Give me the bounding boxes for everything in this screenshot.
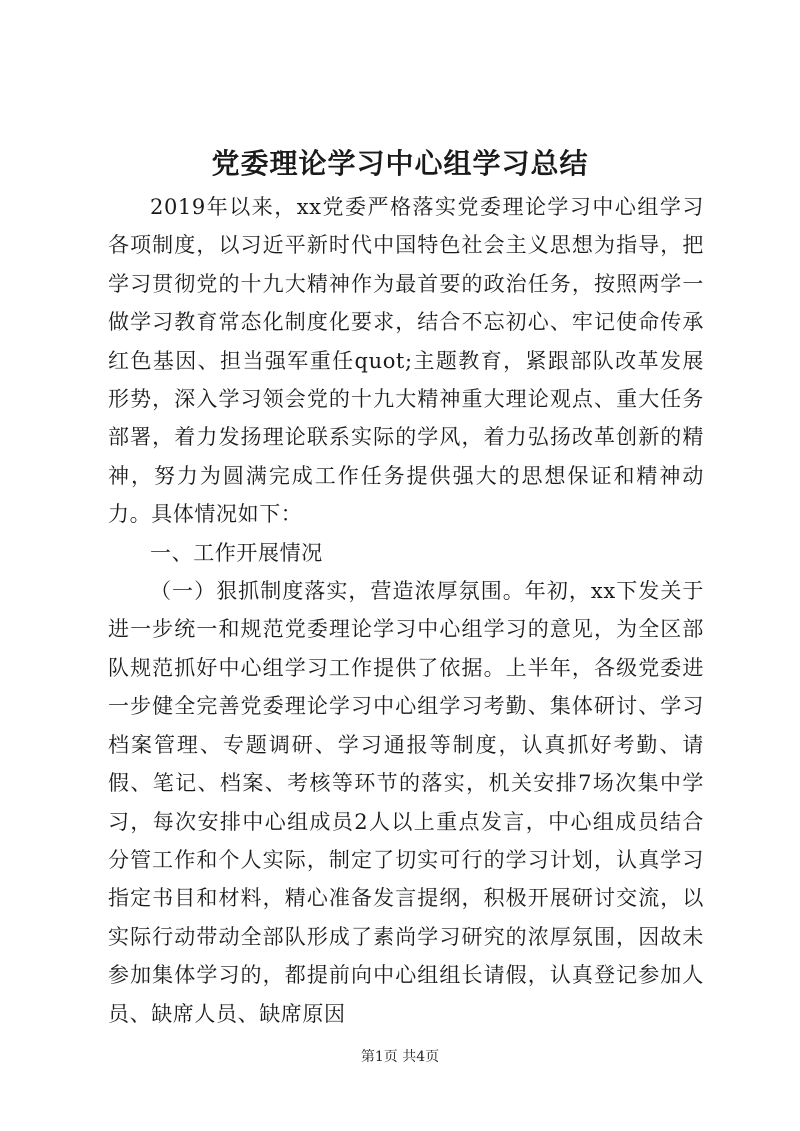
section-heading: 一、工作开展情况: [150, 540, 323, 565]
document-body: [108, 188, 704, 1033]
page-number-footer: 第1页 共4页: [360, 1049, 440, 1065]
paragraph-intro: 2019年以来，xx党委严格落实党委理论学习中心组学习各项制度，以习近平新时代中国特色社会主义思想为指导，把学习贯彻党的十九大精神作为最首要的政治任务，按照两学一做学习教育常态化制度化要求，结合不忘初心、牢记使命传承红色基因、担当强军重任quot;主题教育，紧跟部队改革发展形势，深入学习领会党的十九大精神重大理论观点、重大任务部署，着力发扬理论联系实际的学风，着力弘扬改革创新的精神，努力为圆满完成工作任务提供强大的思想保证和精神动力。具体情况如下：: [108, 195, 704, 527]
paragraph-section-1: （一）狠抓制度落实，营造浓厚氛围。年初，xx下发关于进一步统一和规范党委理论学习中心组学习的意见，为全区部队规范抓好中心组学习工作提供了依据。上半年，各级党委进一步健全完善党委理论学习中心组学习考勤、集体研讨、学习档案管理、专题调研、学习通报等制度，认真抓好考勤、请假、笔记、档案、考核等环节的落实，机关安排7场次集中学习，每次安排中心组成员2人以上重点发言，中心组成员结合分管工作和个人实际，制定了切实可行的学习计划，认真学习指定书目和材料，精心准备发言提纲，积极开展研讨交流，以实际行动带动全部队形成了素尚学习研究的浓厚氛围，因故未参加集体学习的，都提前向中心组组长请假，认真登记参加人员、缺席人员、缺席原因: [108, 579, 704, 1026]
page-title: 党委理论学习中心组学习总结: [211, 147, 589, 180]
